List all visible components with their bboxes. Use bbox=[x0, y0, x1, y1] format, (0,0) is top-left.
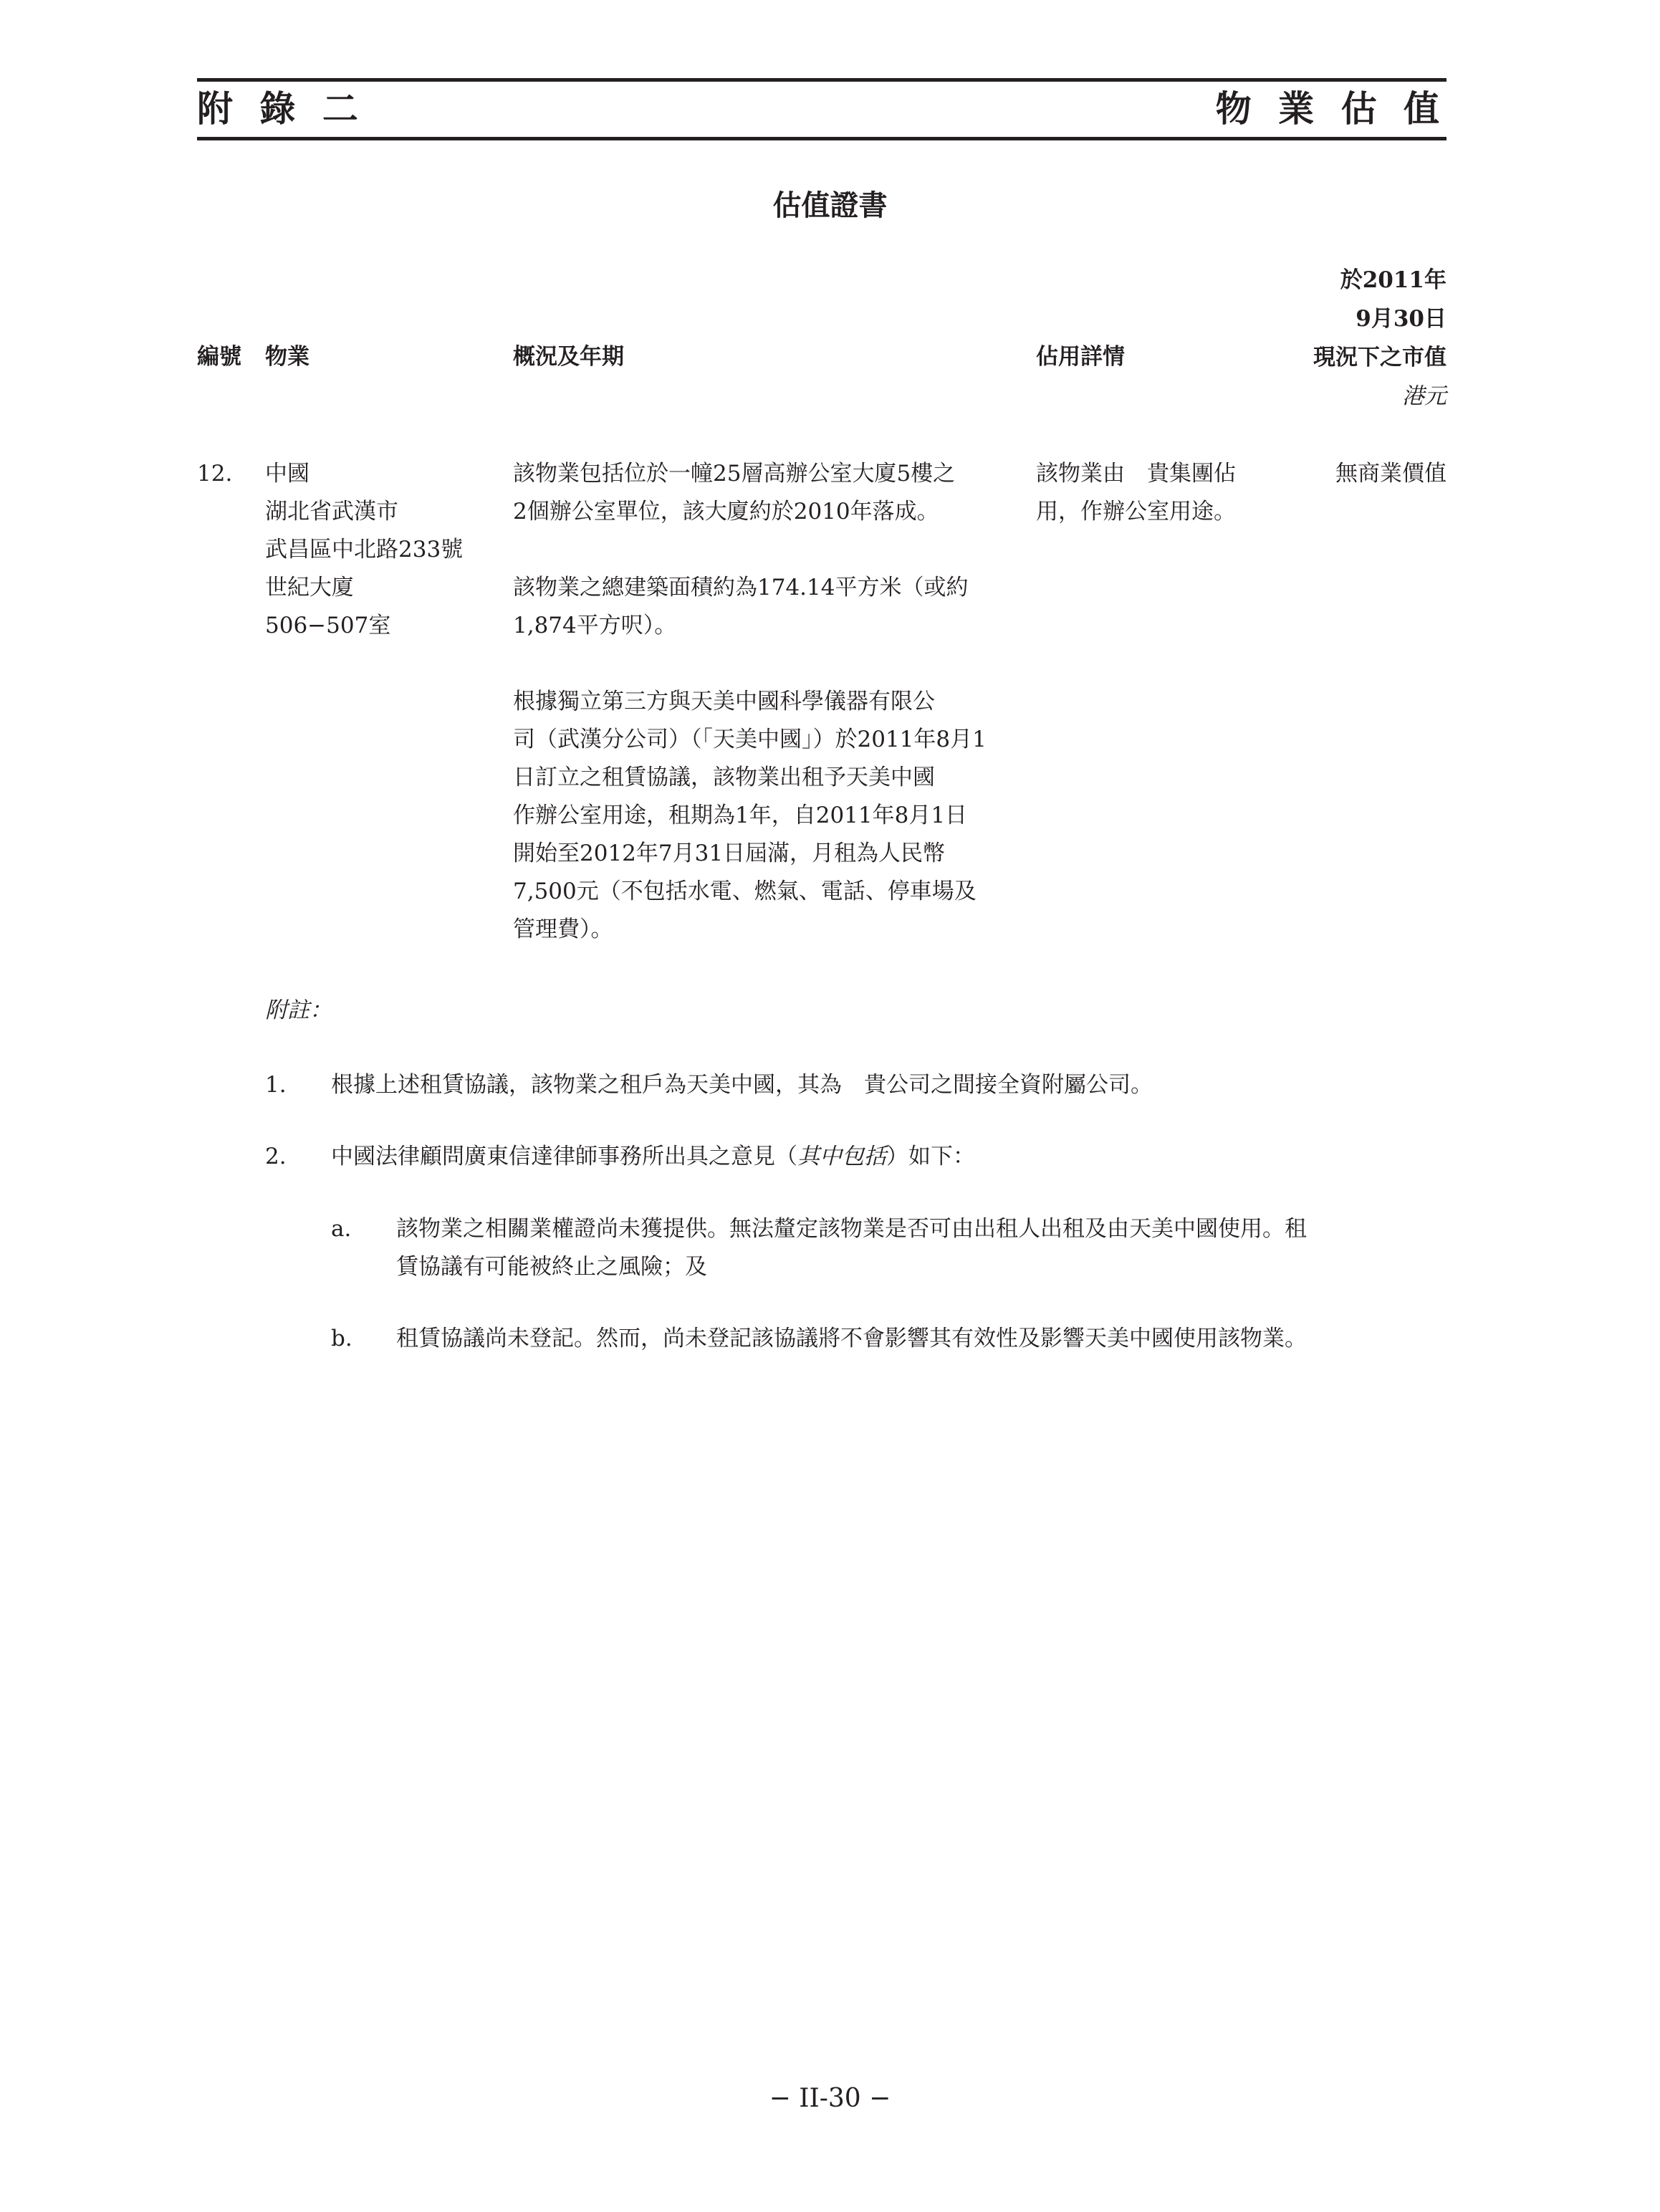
note-number: 1. bbox=[265, 1072, 287, 1098]
subnote-line: 租賃協議尚未登記。然而，尚未登記該協議將不會影響其有效性及影響天美中國使用該物業。 bbox=[396, 1326, 1307, 1351]
address-line: 湖北省武漢市 bbox=[265, 499, 398, 525]
description-paragraph bbox=[513, 683, 1029, 949]
subnote-letter: b. bbox=[331, 1326, 352, 1351]
occupancy-line: 該物業由 貴集團佔 bbox=[1036, 461, 1236, 487]
col-header-property: 物業 bbox=[265, 344, 310, 370]
description-line: 管理費）。 bbox=[513, 916, 613, 942]
description-line: 該物業之總建築面積約為174.14平方米（或約 bbox=[513, 575, 969, 600]
occupancy-details bbox=[1036, 455, 1280, 531]
note-text bbox=[331, 1138, 975, 1176]
page-number: − II-30 − bbox=[769, 2084, 891, 2113]
note-text-italic: 其中包括 bbox=[797, 1144, 886, 1169]
occupancy-line: 用，作辦公室用途。 bbox=[1036, 499, 1236, 525]
subnote-text bbox=[396, 1320, 1307, 1358]
description-line: 2個辦公室單位，該大廈約於2010年落成。 bbox=[513, 499, 939, 525]
property-address bbox=[265, 455, 502, 645]
currency-label: 港元 bbox=[1402, 383, 1446, 409]
col-header-description: 概況及年期 bbox=[513, 344, 624, 370]
notes-heading: 附註： bbox=[265, 997, 332, 1023]
description-paragraph bbox=[513, 569, 1029, 645]
market-value: 無商業價值 bbox=[1335, 461, 1446, 487]
note-number: 2. bbox=[265, 1144, 287, 1169]
note-text: 根據上述租賃協議，該物業之租戶為天美中國，其為 貴公司之間接全資附屬公司。 bbox=[331, 1072, 1153, 1098]
description-line: 該物業包括位於一幢25層高辦公室大廈5樓之 bbox=[513, 461, 956, 487]
address-line: 世紀大廈 bbox=[265, 575, 354, 600]
value-header bbox=[1160, 261, 1446, 416]
header-bottom-rule bbox=[197, 137, 1446, 140]
description-line: 開始至2012年7月31日屆滿，月租為人民幣 bbox=[513, 841, 946, 866]
address-line: 中國 bbox=[265, 461, 310, 487]
value-header-line: 於2011年 bbox=[1340, 267, 1446, 293]
description-line: 日訂立之租賃協議，該物業出租予天美中國 bbox=[513, 765, 935, 790]
note-text-part: 中國法律顧問廣東信達律師事務所出具之意見（ bbox=[331, 1144, 797, 1169]
subnote-line: 該物業之相關業權證尚未獲提供。無法釐定該物業是否可由出租人出租及由天美中國使用。租 bbox=[396, 1216, 1307, 1242]
address-line: 武昌區中北路233號 bbox=[265, 537, 464, 562]
page-title: 估值證書 bbox=[772, 188, 888, 222]
description-line: 根據獨立第三方與天美中國科學儀器有限公 bbox=[513, 689, 935, 714]
note-text-part: ）如下： bbox=[886, 1144, 975, 1169]
subnote-text bbox=[396, 1210, 1307, 1286]
description-line: 司（武漢分公司）（「天美中國」）於2011年8月1 bbox=[513, 727, 987, 752]
header-top-rule bbox=[197, 78, 1446, 82]
description-paragraph bbox=[513, 455, 1029, 531]
row-number: 12. bbox=[197, 461, 233, 487]
address-line: 506−507室 bbox=[265, 613, 391, 638]
value-header-line: 9月30日 bbox=[1356, 306, 1446, 332]
value-header-line: 現況下之市值 bbox=[1313, 345, 1446, 370]
description-line: 作辦公室用途，租期為1年，自2011年8月1日 bbox=[513, 803, 968, 828]
description-line: 1,874平方呎）。 bbox=[513, 613, 677, 638]
property-description bbox=[513, 455, 1029, 949]
header-right-title: 物 業 估 值 bbox=[1215, 87, 1446, 130]
header-left-title: 附 錄 二 bbox=[197, 87, 365, 130]
description-line: 7,500元（不包括水電、燃氣、電話、停車場及 bbox=[513, 878, 977, 904]
col-header-occupancy: 佔用詳情 bbox=[1036, 344, 1125, 370]
subnote-letter: a. bbox=[331, 1216, 352, 1242]
col-header-no: 編號 bbox=[197, 344, 241, 370]
subnote-line: 賃協議有可能被終止之風險；及 bbox=[396, 1254, 707, 1280]
